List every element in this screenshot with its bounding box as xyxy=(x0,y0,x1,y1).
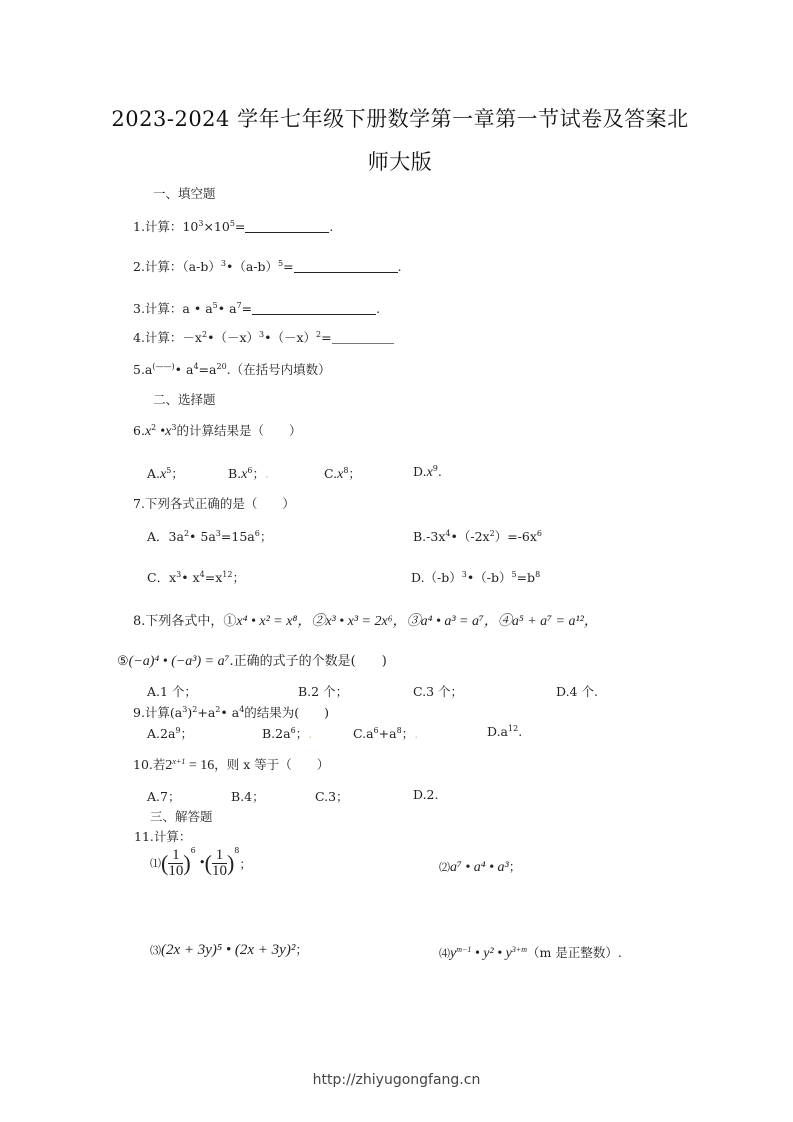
question-8-line1: 8.下列各式中，①x⁴ • x² = x⁸，②x³ • x³ = 2x⁶，③a⁴ • a³ = a⁷，④a⁵ + a⁷ = a¹²， xyxy=(133,614,598,629)
question-10-option-d[interactable]: D.2. xyxy=(413,787,439,802)
question-10-option-b[interactable]: B.4； xyxy=(231,789,265,804)
question-10: 10.若$2^{x+1} = 16$，则 x 等于（ ） xyxy=(133,757,330,773)
question-9-option-d[interactable]: $D.a^{12}$. xyxy=(487,724,523,739)
question-9-option-a[interactable]: $A.2a^9$； xyxy=(147,726,194,741)
answer-blank-2[interactable] xyxy=(294,260,398,273)
question-6-option-a[interactable]: $A.x^5$； xyxy=(147,466,184,482)
section-heading-multiple-choice: 二、选择题 xyxy=(153,392,216,407)
question-8-line2: ⑤(−a)⁴ • (−a³) = a⁷.正确的式子的个数是( ) xyxy=(117,654,387,669)
question-3: 3.计算：a • $a^5•$ $a^7=$ . xyxy=(133,301,381,316)
question-7-option-c[interactable]: C．$x^3•$ $x^4=x^{12}$； xyxy=(147,570,245,585)
question-1: 1.计算：$10^3\times 10^5=$ . xyxy=(133,219,334,234)
question-11-part-1: ⑴( $\frac{1}{10}$ )$^6$ •( $\frac{1}{10}$ )$^8$； xyxy=(150,846,252,879)
question-4: 4.计算：$-x^2•(-x)^3•(-x)^2=$ xyxy=(133,328,394,346)
fraction-one-tenth-2: $\frac{1}{10}$ xyxy=(211,847,227,879)
question-9-option-b[interactable]: $B.2a^6$；. xyxy=(262,726,313,741)
question-10-option-c[interactable]: C.3； xyxy=(315,789,349,804)
footer-url[interactable]: http://zhiyugongfang.cn xyxy=(312,1072,481,1088)
answer-blank-4[interactable] xyxy=(332,331,394,344)
question-10-option-a[interactable]: A.7； xyxy=(147,789,181,804)
question-6-option-c[interactable]: $C.x^8$； xyxy=(324,466,361,482)
question-7-option-b[interactable]: $B.-3x^4•(-2x^2)=-6x^6$ xyxy=(413,529,542,544)
question-11: 11.计算： xyxy=(134,829,192,844)
question-11-part-3: ⑶(2x + 3y)⁵ • (2x + 3y)²； xyxy=(150,942,308,958)
answer-blank-1[interactable] xyxy=(245,220,329,233)
answer-blank-5[interactable]: (——) xyxy=(152,362,175,371)
question-7: 7.下列各式正确的是（ ） xyxy=(133,496,295,511)
question-2: 2.计算：$(a-b)^3•(a-b)^5=$ . xyxy=(133,259,402,274)
section-heading-solve: 三、解答题 xyxy=(150,809,213,824)
fraction-one-tenth: $\frac{1}{10}$ xyxy=(168,847,184,879)
document-title-line2: 师大版 xyxy=(367,150,433,174)
question-7-option-a[interactable]: A．$3a^2•$ $5a^3=15a^6$； xyxy=(147,529,273,544)
question-9-option-c[interactable]: $C.a^6+a^8$；. xyxy=(353,726,419,741)
question-7-option-d[interactable]: $D.(-b)^3•(-b)^5=b^8$ xyxy=(411,570,541,585)
question-11-part-4: $⑷y^{m-1}$ • y² • $y^{3+m}(m$ 是正整数）. xyxy=(439,945,622,961)
question-11-part-2: ⑵a⁷ • a⁴ • a³； xyxy=(439,859,522,875)
question-8-option-a[interactable]: A.1 个； xyxy=(147,684,197,699)
document-title-line1: 2023-2024 学年七年级下册数学第一章第一节试卷及答案北 xyxy=(111,107,689,131)
question-6: $6.x^2$ $•x^3$的计算结果是（ ） xyxy=(133,423,302,439)
question-8-option-b[interactable]: B.2 个； xyxy=(298,684,349,699)
section-heading-fill-blank: 一、填空题 xyxy=(153,186,216,201)
question-8-option-d[interactable]: D.4 个. xyxy=(556,684,598,699)
question-8-option-c[interactable]: C.3 个； xyxy=(413,684,464,699)
question-8-equations-1: x⁴ • x² = x⁸，②x³ • x³ = 2x⁶，③a⁴ • a³ = a⁷，④a⁵ + a⁷ = a¹²， xyxy=(236,614,598,629)
question-6-option-d[interactable]: $D.x^9$. xyxy=(413,464,442,480)
answer-blank-3[interactable] xyxy=(252,302,376,315)
question-5: 5.a(——)• $a^4=a^{20}$.（在括号内填数） xyxy=(133,362,331,377)
question-8-equation-5: (−a)⁴ • (−a³) = a⁷ xyxy=(128,654,230,669)
question-9: 9.计算$(a^3)^2+a^2•$ $a^4$的结果为( ) xyxy=(133,705,330,720)
question-6-option-b[interactable]: $B.x^6$；. xyxy=(228,466,269,482)
